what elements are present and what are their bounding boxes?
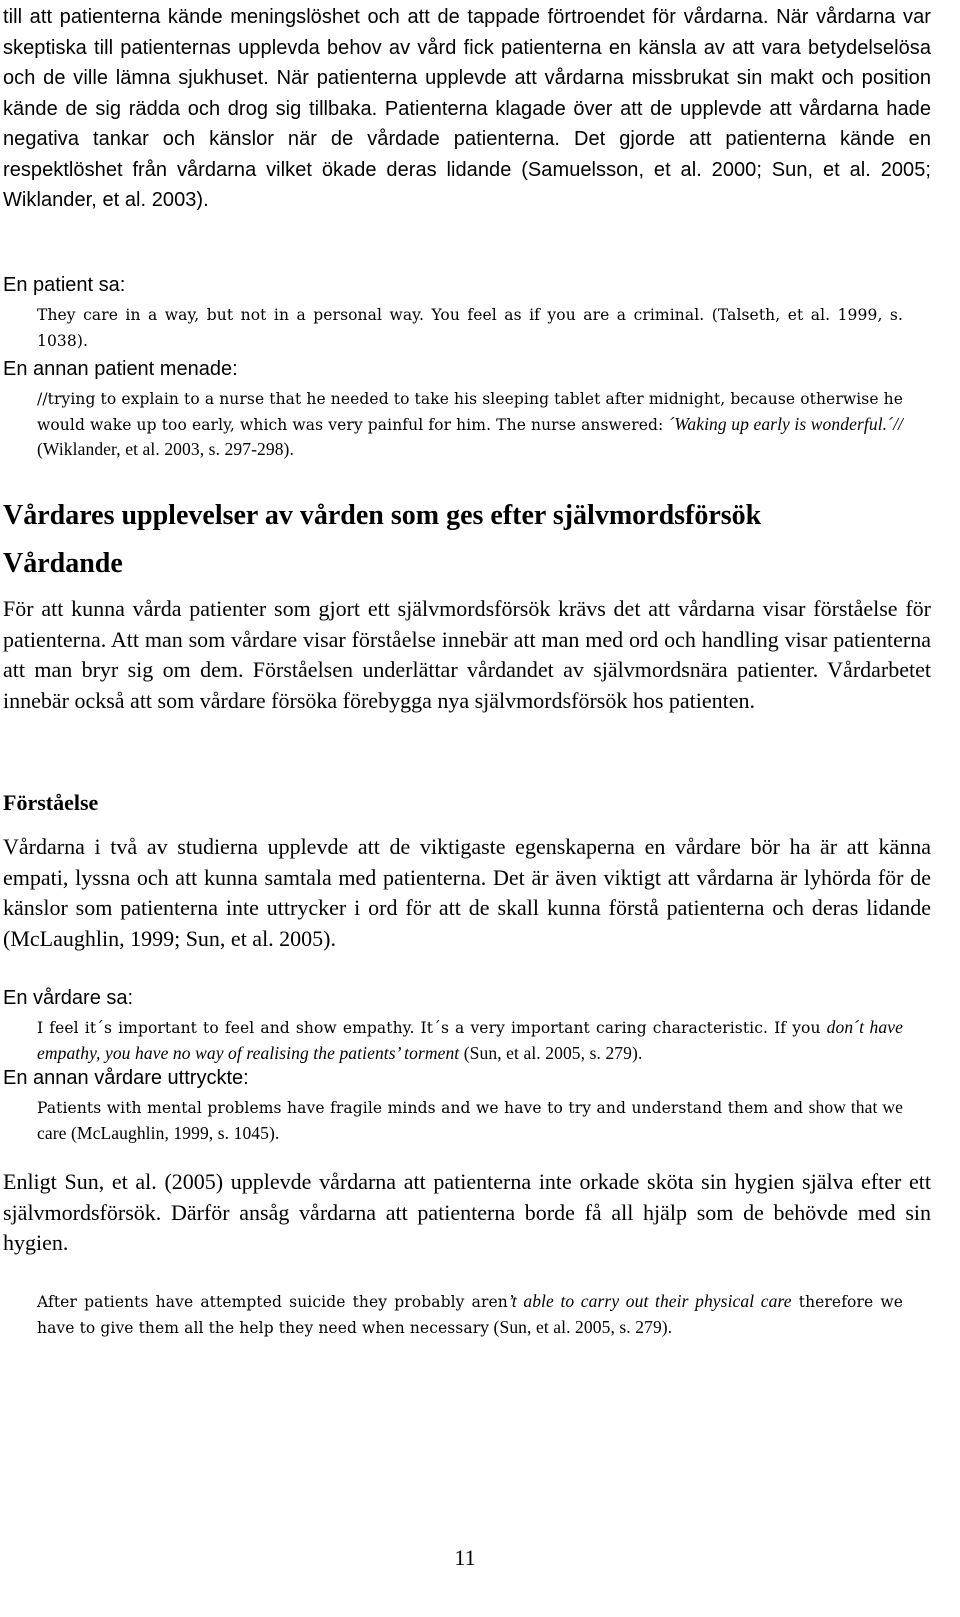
quote5-body: After patients have attempted suicide they probably aren (37, 1293, 508, 1311)
paragraph-hygien: Enligt Sun, et al. (2005) upplevde vårdarna att patienterna inte orkade sköta sin hygien själva efter ett självmordsförsök. Därför ansåg vårdarna att patienterna borde få all hjälp som de behövde med sin hygien. (3, 1169, 931, 1255)
quote2-text (3, 386, 903, 462)
quote4-text (3, 1095, 903, 1145)
quote2-ref: (Wiklander, et al. 2003, s. 297-298). (37, 439, 294, 459)
quote3-body: I feel it´s important to feel and show empathy. It´s a very important caring characteristic. If you (37, 1019, 827, 1037)
quote4-intro: En annan vårdare uttryckte: (3, 1067, 249, 1089)
quote5-text (3, 1289, 903, 1340)
quote3-italic: don´t have empathy, you have no way of realising the patients’ torment (37, 1017, 903, 1063)
subsection-heading-vardande: Vårdande (3, 548, 123, 579)
quote5-rest: therefore we have to give them all the help they need when necessary (37, 1293, 904, 1337)
subsection-heading-forstaelse: Förståelse (3, 790, 99, 815)
quote3-intro: En vårdare sa: (3, 987, 134, 1009)
quote4-block (3, 1065, 931, 1145)
paragraph2-block (3, 594, 931, 716)
quote1-body: They care in a way, but not in a personal way. You feel as if you are a criminal. (Talseth, et al. 1999, s. 1038). (37, 306, 903, 350)
quote1-intro: En patient sa: (3, 274, 126, 296)
quote1-block (3, 272, 931, 353)
top-paragraph-block (3, 2, 931, 216)
top-paragraph: till att patienterna kände meningslöshet och att de tappade förtroendet för vårdarna. När vårdarna var skeptiska till patienternas upplevda behov av vård fick patienterna en känsla av att vara betydelselösa och de ville lämna sjukhuset. När patienterna upplevde att vårdarna missbrukat sin makt och position kände de sig rädda och drog sig tillbaka. Patienterna klagade över att de upplevde att vårdarna hade negativa tankar och känslor när de vårdade patienterna. Det gjorde att patienterna kände en respektlöshet från vårdarna vilket ökade deras lidande (Samuelsson, et al. 2000; Sun, et al. 2005; Wiklander, et al. 2003). (3, 6, 931, 211)
quote5-italic: ’t able to carry out their physical care (507, 1291, 792, 1311)
quote2-italic: ´Waking up early is wonderful.´// (668, 413, 903, 434)
section-heading: Vårdares upplevelser av vården som ges efter självmordsförsök (3, 500, 762, 531)
heading2-block (3, 547, 931, 581)
paragraph-forstaelse: Vårdarna i två av studierna upplevde att de viktigaste egenskaperna en vårdare bör ha är att känna empati, lyssna och att kunna samtala med patienterna. Det är även viktigt att vårdarna är lyhörda för de känslor som patienterna inte uttrycker i ord för att de skall kunna förstå patienterna och deras lidande (McLaughlin, 1999; Sun, et al. 2005). (3, 834, 931, 951)
quote3-text (3, 1015, 903, 1065)
quote4-ref: show that we care (McLaughlin, 1999, s. 1045). (37, 1097, 904, 1143)
quote2-body: //trying to explain to a nurse that he needed to take his sleeping tablet after midnight, because otherwise he would wake up too early, which was very painful for him. The nurse answered: (37, 390, 903, 434)
paragraph-vardande: För att kunna vårda patienter som gjort ett självmordsförsök krävs det att vårdarna visar förståelse för patienterna. Att man som vårdare visar förståelse innebär att man med ord och handling visar patienterna att man bryr sig om dem. Förståelsen underlättar vårdandet av självmordsnära patienter. Vårdarbetet innebär också att som vårdare försöka förebygga nya självmordsförsök hos patienten. (3, 596, 931, 713)
quote3-ref: (Sun, et al. 2005, s. 279). (459, 1042, 643, 1063)
quote1-text (3, 302, 903, 353)
quote4-body: Patients with mental problems have fragile minds and we have to try and understand them and (37, 1099, 809, 1117)
heading1-block (3, 499, 931, 533)
heading3-block (3, 789, 931, 817)
paragraph3-block (3, 832, 931, 954)
quote2-block (3, 356, 931, 462)
quote3-block (3, 985, 931, 1065)
quote2-intro: En annan patient menade: (3, 358, 238, 380)
quote5-block (3, 1289, 931, 1340)
paragraph4-block (3, 1167, 931, 1259)
page-number: 11 (454, 1545, 476, 1570)
quote5-ref: (Sun, et al. 2005, s. 279). (489, 1316, 673, 1337)
